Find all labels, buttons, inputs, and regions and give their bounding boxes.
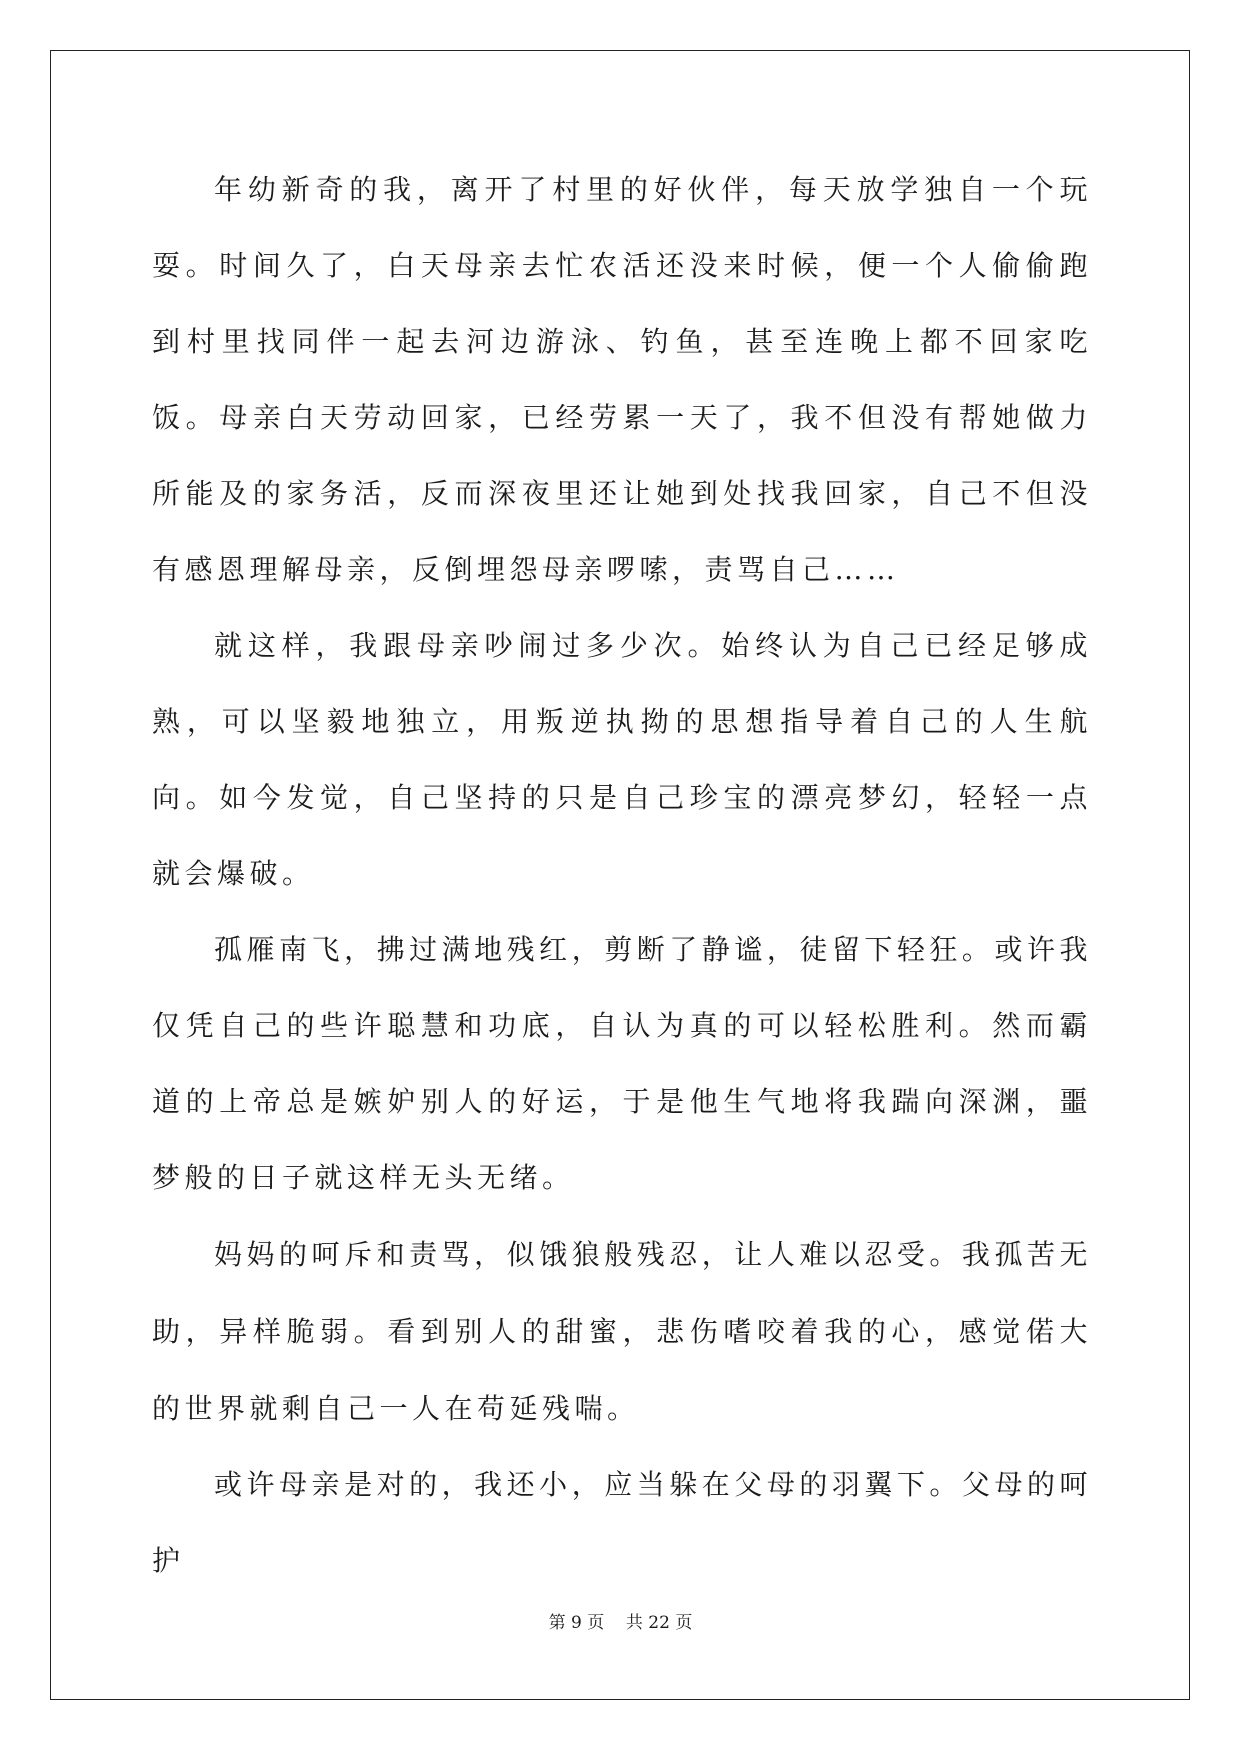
paragraph: 年幼新奇的我，离开了村里的好伙伴，每天放学独自一个玩耍。时间久了，白天母亲去忙农活还没来时候，便一个人偷偷跑到村里找同伴一起去河边游泳、钓鱼，甚至连晚上都不回家吃饭。母亲白天劳动回家，已经劳累一天了，我不但没有帮她做力所能及的家务活，反而深夜里还让她到处找我回家，自己不但没有感恩理解母亲，反倒埋怨母亲啰嗦，责骂自己…… bbox=[152, 173, 1092, 586]
page-number-label: 第 9 页 共 22 页 bbox=[548, 1613, 693, 1633]
document-body bbox=[152, 152, 1092, 1599]
page-footer bbox=[0, 1608, 1241, 1633]
paragraph: 或许母亲是对的，我还小，应当躲在父母的羽翼下。父母的呵护 bbox=[152, 1468, 1092, 1577]
paragraph: 妈妈的呵斥和责骂，似饿狼般残忍，让人难以忍受。我孤苦无助，异样脆弱。看到别人的甜蜜，悲伤嗜咬着我的心，感觉偌大的世界就剩自己一人在苟延残喘。 bbox=[152, 1238, 1092, 1425]
paragraph: 孤雁南飞，拂过满地残红，剪断了静谧，徒留下轻狂。或许我仅凭自己的些许聪慧和功底，自认为真的可以轻松胜利。然而霸道的上帝总是嫉妒别人的好运，于是他生气地将我踹向深渊，噩梦般的日子就这样无头无绪。 bbox=[152, 933, 1092, 1194]
paragraph: 就这样，我跟母亲吵闹过多少次。始终认为自己已经足够成熟，可以坚毅地独立，用叛逆执拗的思想指导着自己的人生航向。如今发觉，自己坚持的只是自己珍宝的漂亮梦幻，轻轻一点就会爆破。 bbox=[152, 629, 1092, 890]
